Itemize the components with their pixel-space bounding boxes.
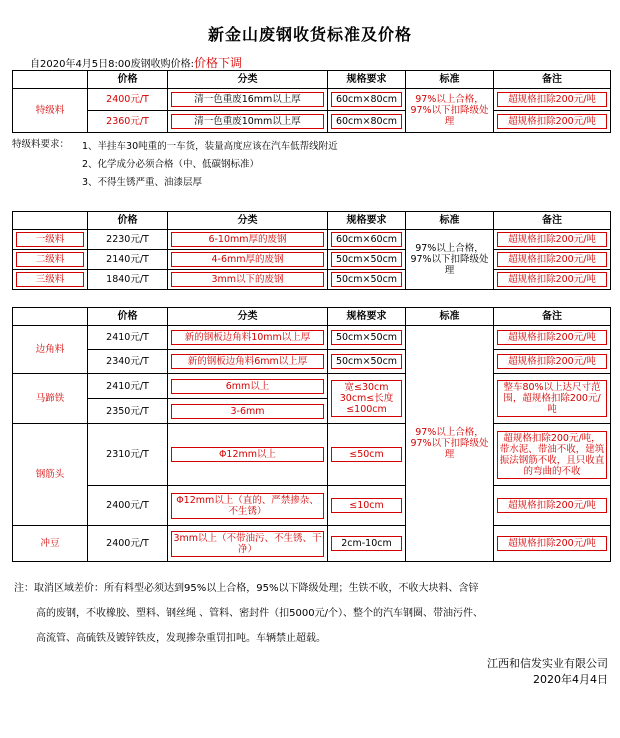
- header-blank: [13, 71, 88, 89]
- material-table: [12, 307, 611, 562]
- category-cell: Φ12mm以上（直的、严禁掺杂、不生锈）: [171, 493, 324, 519]
- header-standard: 标准: [406, 71, 494, 89]
- signature-block: [487, 656, 608, 688]
- remark-cell: 整车80%以上达尺寸范围，超规格扣除200元/吨: [497, 380, 607, 417]
- company-name: 江西和信发实业有限公司: [487, 657, 608, 670]
- header-category: 分类: [168, 212, 328, 230]
- category-cell: 3mm以下的废钢: [171, 272, 324, 287]
- standard-cell: 97%以上合格，97%以下扣降级处理: [406, 89, 494, 133]
- requirements-label: 特级料要求：: [12, 139, 70, 150]
- spec-cell: 50cm×50cm: [331, 252, 402, 267]
- premium-requirements: [12, 138, 69, 152]
- header-spec: 规格要求: [328, 212, 406, 230]
- price-cell: 2340元/T: [88, 350, 168, 374]
- material-label: 钢筋头: [13, 424, 88, 526]
- price-cell: 2230元/T: [88, 230, 168, 250]
- header-price: 价格: [88, 71, 168, 89]
- category-cell: 清一色重废16mm以上厚: [171, 92, 324, 107]
- header-remark: 备注: [494, 212, 611, 230]
- remark-cell: 超规格扣除200元/吨: [497, 92, 607, 107]
- sign-date: 2020年4月4日: [533, 673, 608, 686]
- requirement-item: 2、化学成分必须合格（中、低碳钢标准）: [82, 159, 260, 170]
- price-cell: 2310元/T: [88, 424, 168, 486]
- grade-label: 三级料: [16, 272, 84, 287]
- remark-cell: 超规格扣除200元/吨: [497, 354, 607, 369]
- remark-cell: 超规格扣除200元/吨: [497, 330, 607, 345]
- header-price: 价格: [88, 212, 168, 230]
- requirement-item: 1、半挂车30吨重的一车货，装量高度应该在汽车低帮线附近: [82, 141, 338, 152]
- spec-cell: 2cm-10cm: [331, 536, 402, 551]
- premium-grade-table: [12, 70, 611, 133]
- header-price: 价格: [88, 308, 168, 326]
- price-cell: 2400元/T: [88, 89, 168, 111]
- category-cell: 3-6mm: [171, 404, 324, 419]
- header-standard: 标准: [406, 308, 494, 326]
- category-cell: 4-6mm厚的废钢: [171, 252, 324, 267]
- spec-cell: 60cm×80cm: [331, 92, 402, 107]
- note-line: 高流管、高硫铁及镀锌铁皮，发现掺杂重罚扣吨。车辆禁止超载。: [36, 633, 326, 644]
- price-cell: 2140元/T: [88, 250, 168, 270]
- grade-label: 一级料: [16, 232, 84, 247]
- header-blank: [13, 212, 88, 230]
- spec-cell: 50cm×50cm: [331, 272, 402, 287]
- price-down-notice: 价格下调: [194, 56, 243, 70]
- price-cell: 2400元/T: [88, 526, 168, 562]
- category-cell: 6-10mm厚的废钢: [171, 232, 324, 247]
- grade-label: 特级料: [13, 89, 88, 133]
- price-cell: 2350元/T: [88, 399, 168, 424]
- date-line: 自2020年4月5日8:00废钢收购价格:: [30, 59, 194, 70]
- category-cell: 新的钢板边角料6mm以上厚: [171, 354, 324, 369]
- header-category: 分类: [168, 308, 328, 326]
- spec-cell: 50cm×50cm: [331, 354, 402, 369]
- spec-cell: ≤10cm: [331, 498, 402, 513]
- remark-cell: 超规格扣除200元/吨: [497, 536, 607, 551]
- grade-table: [12, 211, 611, 290]
- price-cell: 1840元/T: [88, 270, 168, 290]
- header-category: 分类: [168, 71, 328, 89]
- price-cell: 2410元/T: [88, 374, 168, 399]
- price-cell: 2410元/T: [88, 326, 168, 350]
- standard-cell: 97%以上合格，97%以下扣降级处理: [406, 230, 494, 290]
- note-line: 注：取消区域差价：所有料型必须达到95%以上合格，95%以下降级处理；生铁不收，不收大块料、含锌: [14, 583, 479, 594]
- requirements-list: [82, 138, 338, 192]
- category-cell: 清一色重废10mm以上厚: [171, 114, 324, 129]
- spec-cell: 50cm×50cm: [331, 330, 402, 345]
- remark-cell: 超规格扣除200元/吨，带水泥、带油不收，建筑振法钢筋不收，且只收直的弯曲的不收: [497, 431, 607, 479]
- category-cell: Φ12mm以上: [171, 447, 324, 462]
- effective-date: [30, 54, 242, 71]
- header-spec: 规格要求: [328, 308, 406, 326]
- spec-cell: 60cm×80cm: [331, 114, 402, 129]
- footnote: [14, 576, 604, 651]
- spec-cell: 宽≤30cm 30cm≤长度≤100cm: [331, 380, 402, 417]
- remark-cell: 超规格扣除200元/吨: [497, 498, 607, 513]
- requirement-item: 3、不得生锈严重、油漆层厚: [82, 177, 203, 188]
- note-line: 高的废钢，不收橡胶、塑料、钢丝绳 、管料、密封件（扣5000元/个）、整个的汽车钢圈、带油污件、: [36, 608, 483, 619]
- material-label: 边角料: [13, 326, 88, 374]
- material-label: 冲豆: [13, 526, 88, 562]
- page-title: 新金山废钢收货标准及价格: [207, 25, 412, 44]
- remark-cell: 超规格扣除200元/吨: [497, 272, 607, 287]
- category-cell: 新的钢板边角料10mm以上厚: [171, 330, 324, 345]
- standard-cell: 97%以上合格，97%以下扣降级处理: [406, 326, 494, 562]
- header-remark: 备注: [494, 308, 611, 326]
- price-cell: 2360元/T: [88, 111, 168, 133]
- spec-cell: ≤50cm: [331, 447, 402, 462]
- remark-cell: 超规格扣除200元/吨: [497, 252, 607, 267]
- header-remark: 备注: [494, 71, 611, 89]
- remark-cell: 超规格扣除200元/吨: [497, 114, 607, 129]
- price-cell: 2400元/T: [88, 486, 168, 526]
- header-spec: 规格要求: [328, 71, 406, 89]
- remark-cell: 超规格扣除200元/吨: [497, 232, 607, 247]
- spec-cell: 60cm×60cm: [331, 232, 402, 247]
- material-label: 马蹄铁: [13, 374, 88, 424]
- category-cell: 3mm以上（不带油污、不生锈、干净）: [171, 531, 324, 557]
- header-blank: [13, 308, 88, 326]
- grade-label: 二级料: [16, 252, 84, 267]
- category-cell: 6mm以上: [171, 379, 324, 394]
- header-standard: 标准: [406, 212, 494, 230]
